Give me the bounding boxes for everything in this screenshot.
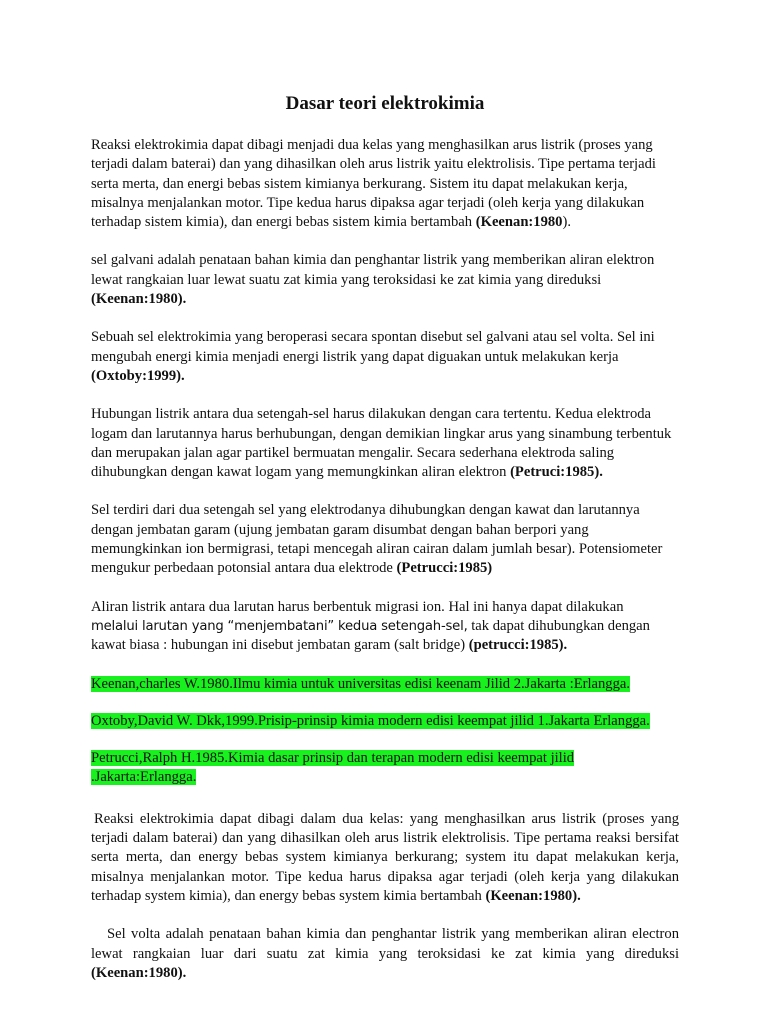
paragraph-galvani (91, 251, 679, 309)
reference-oxtoby (91, 712, 679, 731)
paragraph-text: Reaksi elektrokimia dapat dibagi menjadi dua kelas yang menghasilkan arus listrik (proses yang terjadi dalam baterai) dan yang dihasilkan oleh arus listrik yaitu elektrolisis. Tipe pertama terjadi serta merta, dan energi bebas sistem kimianya berkurang. Sistem itu dapat melakukan kerja, misalnya menjalankan motor. Tipe kedua harus dipaksa agar terjadi (oleh kerja yang dilakukan terhadap sistem kimia), dan energi bebas sistem kimia bertambah (91, 137, 656, 231)
citation: (Keenan:1980). (91, 964, 187, 981)
paragraph-text: Sel volta adalah penataan bahan kimia dan penghantar listrik yang memberikan aliran electron lewat rangkaian luar dari suatu zat kimia yang teroksidasi ke zat kimia yang direduksi (91, 926, 679, 962)
paragraph-line: Aliran listrik antara dua larutan harus berbentuk migrasi ion. Hal ini hanya dapat dilakukan (91, 598, 624, 615)
paragraph-salt-bridge (91, 598, 679, 656)
paragraph-text: Reaksi elektrokimia dapat dibagi dalam dua kelas: yang menghasilkan arus listrik (proses yang terjadi dalam baterai) dan yang dihasilkan oleh arus listrik elektrolisis. Tipe pertama reaksi bersifat serta merta, dan energy bebas system kimianya berkurang; system itu dapat melakukan kerja, misalnya menjalankan motor. Tipe kedua harus dipaksa agar terjadi (oleh kerja yang dilakukan terhadap system kimia), dan energy bebas system kimia bertambah (91, 810, 679, 904)
paragraph-justified-reactions (91, 810, 679, 906)
citation: (Keenan:1980 (475, 214, 563, 231)
citation: (Petrucci:1985) (396, 560, 493, 577)
handwritten-style-text: melalui larutan yang “menjembatani” kedua setengah-sel, (91, 618, 468, 634)
paragraph-text: Sel terdiri dari dua setengah sel yang elektrodanya dihubungkan dengan kawat dan larutannya dengan jembatan garam (ujung jembatan garam disumbat dengan bahan berpori yang memungkinkan ion bermigrasi, tetapi mencegah aliran cairan dalam jumlah besar). Potensiometer mengukur perbedaan potonsial antara dua elektrode (91, 502, 663, 577)
paragraph-spontaneous-cell (91, 328, 679, 386)
paragraph-justified-volta (91, 925, 679, 983)
paragraph-text: Sebuah sel elektrokimia yang beroperasi secara spontan disebut sel galvani atau sel volta. Sel ini mengubah energi kimia menjadi energi listrik yang dapat diguakan untuk melakukan kerja (91, 329, 655, 365)
citation: (Keenan:1980). (91, 291, 187, 308)
paragraph-text: tak dapat dihubungkan dengan kawat biasa : hubungan ini disebut jembatan garam (salt bridge) (91, 617, 650, 654)
paragraph-cell-structure (91, 501, 679, 578)
reference-keenan (91, 675, 679, 694)
citation: (petrucci:1985). (468, 637, 568, 654)
paragraph-half-cell-connection (91, 405, 679, 482)
paragraph-text: Hubungan listrik antara dua setengah-sel harus dilakukan dengan cara tertentu. Kedua elektroda logam dan larutannya harus berhubungan, dengan demikian lingkar arus yang sinambung terbentuk dan merupakan jalan agar partikel bermuatan mengalir. Secara sederhana elektroda saling dihubungkan dengan kawat logam yang memungkinkan aliran elektron (91, 406, 672, 481)
citation: (Petruci:1985). (510, 464, 603, 481)
paragraph-text: sel galvani adalah penataan bahan kimia dan penghantar listrik yang memberikan aliran elektron lewat rangkaian luar lewat suatu zat kimia yang teroksidasi ke zat kimia yang direduksi (91, 252, 655, 288)
highlighted-reference: Keenan,charles W.1980.Ilmu kimia untuk universitas edisi keenam Jilid 2.Jakarta :Erlangga. (91, 675, 631, 692)
highlighted-reference: Petrucci,Ralph H.1985.Kimia dasar prinsip dan terapan modern edisi keempat jilid .Jakarta:Erlangga. (91, 750, 575, 786)
highlighted-reference: Oxtoby,David W. Dkk,1999.Prisip-prinsip kimia modern edisi keempat jilid 1.Jakarta Erlangga. (91, 712, 650, 729)
reference-petrucci (91, 749, 679, 788)
document-title: Dasar teori elektrokimia (285, 93, 485, 114)
citation: (Oxtoby:1999). (91, 367, 185, 384)
citation: (Keenan:1980). (485, 887, 581, 904)
paragraph-intro (91, 136, 679, 232)
paragraph-tail: ). (562, 214, 571, 231)
